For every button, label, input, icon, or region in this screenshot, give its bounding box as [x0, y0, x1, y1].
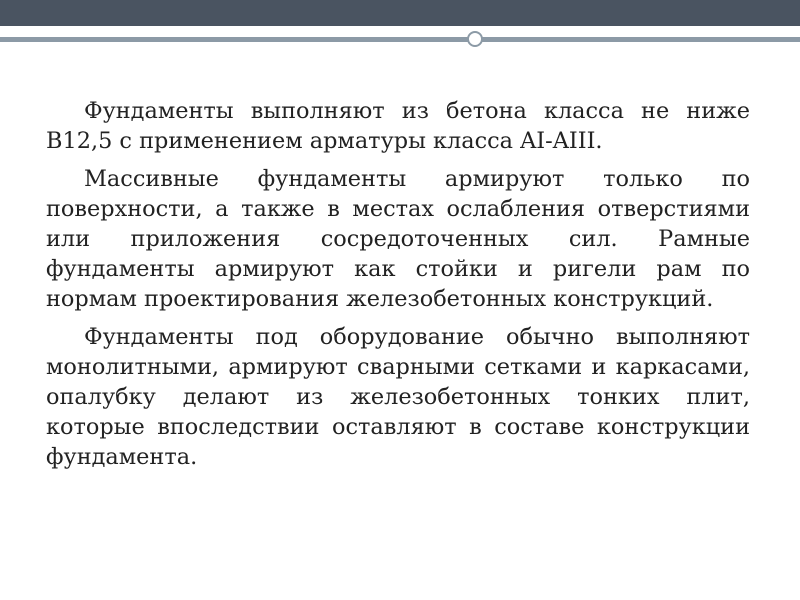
accent-circle-marker [467, 31, 483, 47]
accent-rule-left [0, 37, 468, 42]
slide-body-text [46, 96, 750, 480]
header-bar [0, 0, 800, 26]
accent-rule-right [482, 37, 800, 42]
paragraph-equipment-foundations: Фундаменты под оборудование обычно выполняют монолитными, армируют сварными сетками и каркасами, опалубку делают из железобетонных тонких плит, которые впоследствии оставляют в составе конструкции фундамента. [46, 324, 750, 470]
paragraph-concrete-class: Фундаменты выполняют из бетона класса не ниже B12,5 с применением арматуры класса AI-AIII. [46, 98, 750, 154]
paragraph-massive-foundations: Массивные фундаменты армируют только по поверхности, а также в местах ослабления отверстиями или приложения сосредоточенных сил. Рамные фундаменты армируют как стойки и ригели рам по нормам проектирования железобетонных конструкций. [46, 166, 750, 312]
